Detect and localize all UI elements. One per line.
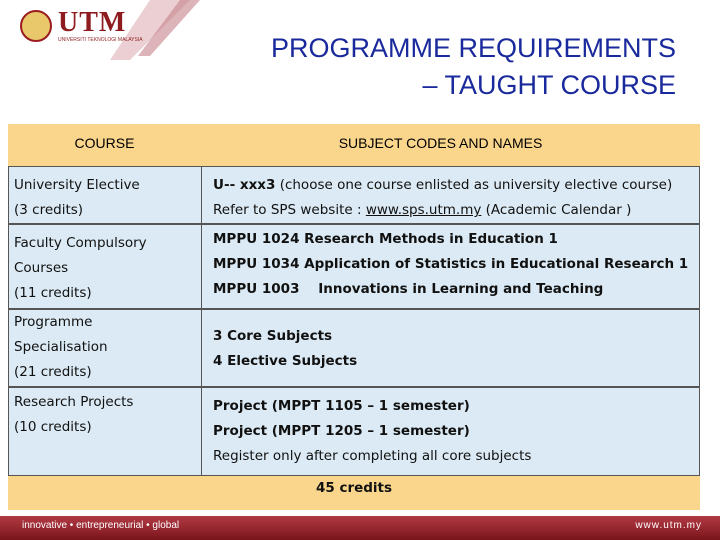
course-credits: (11 credits) [14,285,92,301]
table-row [8,166,700,224]
subjects-cell [201,387,700,476]
table-row [8,224,700,309]
subjects-cell [201,166,700,224]
course-credits: (3 credits) [14,202,84,218]
course-cell [8,387,201,476]
table-row [8,387,700,476]
course-cell [8,166,201,224]
logo-subtitle: UNIVERSITI TEKNOLOGI MALAYSIA [58,37,143,43]
footer-tagline: innovative • entrepreneurial • global [22,520,180,531]
subjects-cell [201,224,700,309]
page-title [271,30,676,104]
utm-seal-icon [20,10,52,42]
footer-bar [0,516,720,540]
subject-line: Project (MPPT 1205 – 1 semester) [213,423,470,439]
subjects-cell [201,309,700,387]
subject-line: 3 Core Subjects [213,328,333,344]
course-cell [8,309,201,387]
requirements-table [8,124,700,510]
course-credits: (10 credits) [14,419,92,435]
course-cell [8,224,201,309]
subject-line: Refer to SPS website : www.sps.utm.my (Academic Calendar ) [213,202,632,218]
column-header-course: COURSE [74,135,135,151]
subject-line: 4 Elective Subjects [213,353,358,369]
utm-logo [20,6,143,46]
sps-website-link[interactable]: www.sps.utm.my [365,202,482,218]
subject-line: MPPU 1024 Research Methods in Education 1 [213,231,558,247]
title-line-1: PROGRAMME REQUIREMENTS [270,33,676,63]
course-name: Faculty Compulsory [14,235,147,251]
subject-line: U-- xxx3 (choose one course enlisted as university elective course) [213,177,673,193]
table-row [8,309,700,387]
total-credits: 45 credits [315,480,393,496]
subject-line: MPPU 1003 Innovations in Learning and Teaching [213,281,604,297]
column-header-subjects: SUBJECT CODES AND NAMES [338,135,543,151]
title-line-2: – TAUGHT COURSE [422,70,676,100]
subject-line: MPPU 1034 Application of Statistics in Educational Research 1 [213,256,689,272]
course-name: Programme [14,314,93,330]
subject-line: Register only after completing all core subjects [213,448,532,464]
table-header-row [8,124,700,166]
logo-name: UTM [58,7,127,38]
subject-line: Project (MPPT 1105 – 1 semester) [213,398,470,414]
course-name: University Elective [14,177,140,193]
course-name: Research Projects [14,394,134,410]
course-name: Specialisation [14,339,108,355]
footer-website[interactable]: www.utm.my [635,520,702,531]
course-credits: (21 credits) [14,364,92,380]
course-name: Courses [14,260,69,276]
